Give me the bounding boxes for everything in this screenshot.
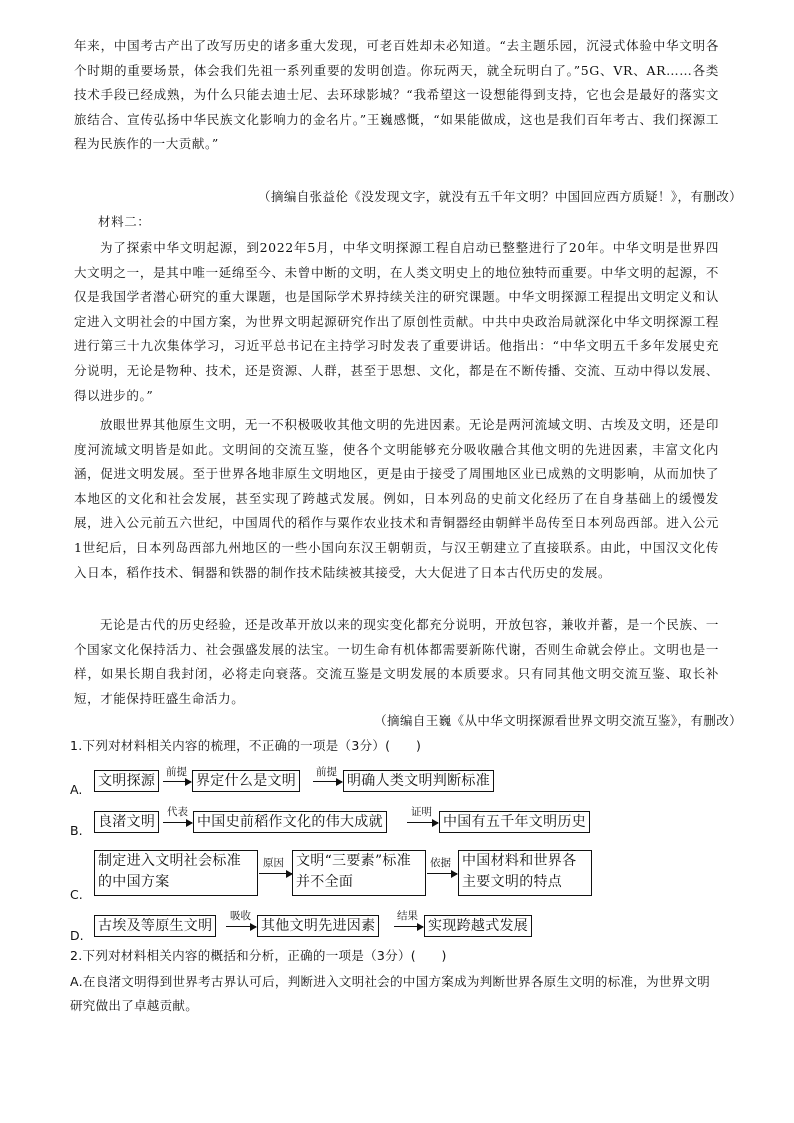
- paragraph-1: 年来，中国考古产出了改写历史的诸多重大发现，可老百姓却未必知道。“去主题乐园，沉浸式体验中华文明各个时期的重要场景，体会我们先祖一系列重要的发明创造。你玩两天，就全玩明白了。”5G、VR、AR……各类技术手段已经成熟，为什么只能去迪士尼、去环球影城？“我希望这一设想能得到支持，它也会是最好的落实文旅结合、宣传弘扬中华民族文化影响力的金名片。”王巍感慨，“如果能做成，这也是我们百年考古、我们探源工程为民族作的一大贡献。”: [74, 38, 719, 152]
- material-2-title: 材料二：: [98, 214, 151, 229]
- option-b-letter: B.: [70, 823, 83, 838]
- option-d-label-1: 吸收: [230, 910, 251, 922]
- option-a-arrow-1: [163, 781, 191, 782]
- option-a-box-1: 文明探源: [94, 770, 159, 792]
- option-c-box-1: 制定进入文明社会标准的中国方案: [94, 850, 258, 896]
- option-c-box-3: 中国材料和世界各主要文明的特点: [458, 850, 592, 896]
- paragraph-3: 放眼世界其他原生文明，无一不积极吸收其他文明的先进因素。无论是两河流域文明、古埃及文明，还是印度河流域文明皆是如此。文明间的交流互鉴，使各个文明能够充分吸收融合其他文明的先进因素，丰富文化内涵，促进文明发展。至于世界各地非原生文明地区，更是由于接受了周围地区业已成熟的文明影响，从而加快了本地区的文化和社会发展，甚至实现了跨越式发展。例如，日本列岛的史前文化经历了在自身基础上的缓慢发展，进入公元前五六世纪，中国周代的稻作与粟作农业技术和青铜器经由朝鲜半岛传至日本列岛西部。进入公元1世纪后，日本列岛西部九州地区的一些小国向东汉王朝朝贡，与汉王朝建立了直接联系。由此，中国汉文化传入日本，稻作技术、铜器和铁器的制作技术陆续被其接受，大大促进了日本古代历史的发展。: [74, 417, 719, 580]
- option-b-arrow-2: [407, 822, 438, 823]
- option-d-arrow-2: [394, 926, 423, 927]
- option-a-letter: A.: [70, 782, 83, 797]
- option-a-label-1: 前提: [166, 766, 187, 778]
- source-citation-1: （摘编自张益伦《没发现文字，就没有五千年文明？中国回应西方质疑！》，有删改）: [258, 189, 742, 204]
- option-d-arrow-1: [226, 926, 256, 927]
- question-1: 1.下列对材料相关内容的梳理，不正确的一项是（3分）( ): [70, 738, 422, 753]
- paragraph-2: 为了探索中华文明起源，到2022年5月，中华文明探源工程自启动已整整进行了20年。中华文明是世界四大文明之一，是其中唯一延绵至今、未曾中断的文明，在人类文明史上的地位独特而重要。中华文明的起源，不仅是我国学者潜心研究的重大课题，也是国际学术界持续关注的研究课题。中华文明探源工程提出文明定义和认定进入文明社会的中国方案，为世界文明起源研究作出了原创性贡献。中共中央政治局就深化中华文明探源工程进行第三十九次集体学习，习近平总书记在主持学习时发表了重要讲话。他指出：“中华文明五千多年发展史充分说明，无论是物种、技术，还是资源、人群，甚至于思想、文化，都是在不断传播、交流、互动中得以发展、得以进步的。”: [74, 240, 719, 403]
- option-d-box-2: 其他文明先进因素: [257, 915, 379, 937]
- option-d-box-3: 实现跨越式发展: [424, 915, 532, 937]
- option-b-label-2: 证明: [411, 806, 432, 818]
- option-c-label-1: 原因: [263, 857, 284, 869]
- option-c-arrow-2: [427, 873, 457, 874]
- option-a-box-2: 界定什么是文明: [192, 770, 300, 792]
- option-b-arrow-1: [163, 822, 192, 823]
- option-b-box-3: 中国有五千年文明历史: [439, 811, 590, 833]
- option-c-label-2: 依据: [430, 857, 451, 869]
- paragraph-4: 无论是古代的历史经验，还是改革开放以来的现实变化都充分说明，开放包容，兼收并蓄，是一个民族、一个国家文化保持活力、社会强盛发展的法宝。一切生命有机体都需要新陈代谢，否则生命就会停止。文明也是一样，如果长期自我封闭，必将走向衰落。交流互鉴是文明发展的本质要求。只有同其他文明交流互鉴、取长补短，才能保持旺盛生命活力。: [74, 617, 719, 706]
- option-d-letter: D.: [70, 928, 84, 943]
- option-d-box-1: 古埃及等原生文明: [94, 915, 216, 937]
- option-d-label-2: 结果: [397, 910, 418, 922]
- option-b-label-1: 代表: [167, 806, 188, 818]
- option-a-label-2: 前提: [316, 766, 337, 778]
- question-2: 2.下列对材料相关内容的概括和分析，正确的一项是（3分）( ): [70, 948, 447, 963]
- option-a-box-3: 明确人类文明判断标准: [343, 770, 494, 792]
- source-citation-2: （摘编自王巍《从中华文明探源看世界文明交流互鉴》，有删改）: [374, 713, 742, 728]
- option-b-box-1: 良渚文明: [94, 811, 159, 833]
- question-2-option-a[interactable]: A.在良渚文明得到世界考古界认可后，判断进入文明社会的中国方案成为判断世界各原生文明的标准，为世界文明研究做出了卓越贡献。: [70, 974, 711, 1013]
- option-c-letter: C.: [70, 887, 83, 902]
- option-c-box-2: 文明“三要素”标准并不全面: [292, 850, 426, 896]
- option-b-box-2: 中国史前稻作文化的伟大成就: [193, 811, 387, 833]
- option-a-arrow-2: [313, 781, 342, 782]
- option-c-arrow-1: [259, 873, 292, 874]
